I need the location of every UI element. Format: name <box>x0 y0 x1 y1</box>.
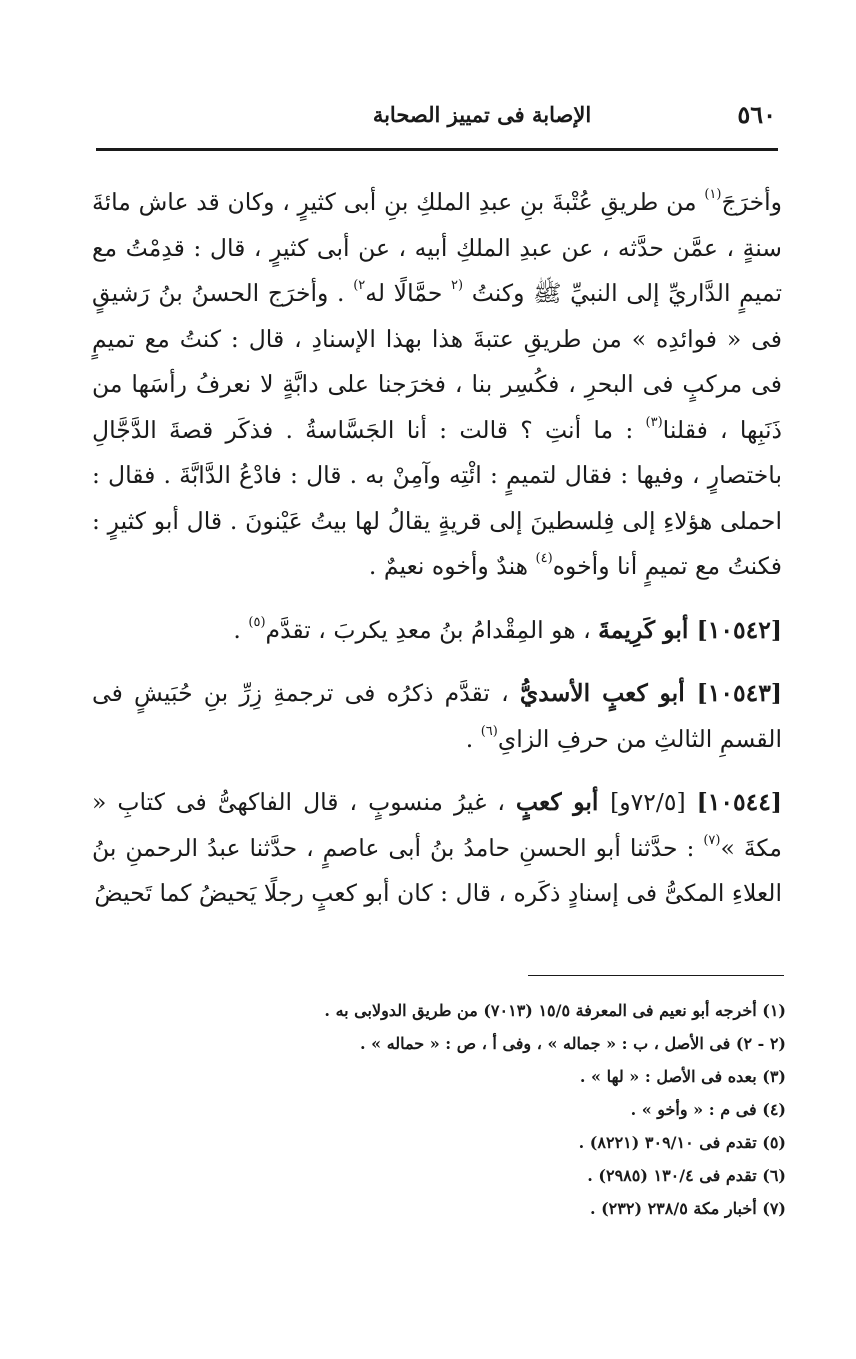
paragraph-narration <box>92 180 782 590</box>
header-rule <box>96 148 778 151</box>
footnote-1: (١) أخرجه أبو نعيم فى المعرفة ١٥/٥ (٧٠١٣) من طريق الدولابى به . <box>324 1001 786 1020</box>
footnote-ref: (٤) <box>535 551 553 566</box>
text-run: . <box>233 615 249 644</box>
footnote-ref: (٥) <box>248 614 266 630</box>
text-run: ، غيرُ منسوبٍ ، قال الفاكهىُّ فى كتابِ « مكةَ » <box>92 788 782 862</box>
text-run: : حدَّثنا أبو الحسنِ حامدُ بنُ أبى عاصمٍ ، حدَّثنا عبدُ الرحمنِ بنُ العلاءِ المكىُّ فى إسنادٍ ذكَره ، قال : كان أبو كعبٍ رجلًا يَحيضُ كما تَحيضُ <box>92 833 782 907</box>
text-run: من طريقِ عُتْبةَ بنِ عبدِ الملكِ بنِ أبى كثيرٍ ، وكان قد عاش مائةَ سنةٍ ، عمَّن حدَّثه ، عن عبدِ الملكِ أبيه ، عن أبى كثيرٍ ، قال : قدِمْتُ مع تميمٍ الدَّاريِّ إلى النبيِّ ﷺ وكنتُ <box>92 188 783 307</box>
running-title: الإصابة فى تمييز الصحابة <box>372 102 592 127</box>
page-number: ٥٦٠ <box>737 100 776 129</box>
main-text <box>92 180 782 917</box>
text-run: هندٌ وأخوه نعيمٌ . <box>368 552 536 580</box>
footnote-2: (٢ - ٢) فى الأصل ، ب : « جماله » ، وفى أ ، ص : « حماله » . <box>359 1034 786 1053</box>
footnote-7: (٧) أخبار مكة ٢٣٨/٥ (٢٣٢) . <box>589 1199 786 1218</box>
footnote-ref: (٢ <box>451 278 464 293</box>
entry-number: [١٠٥٤٤] <box>696 788 782 816</box>
text-run: وأخرَجَ <box>721 188 782 216</box>
footnote-ref: ٢) <box>353 278 366 293</box>
entry-10544 <box>92 780 782 917</box>
footnotes <box>96 994 786 1225</box>
footnote-rule <box>528 975 784 976</box>
footnote-6: (٦) تقدم فى ١٣٠/٤ (٢٩٨٥) . <box>587 1166 786 1185</box>
footnote-ref: (٧) <box>703 832 721 848</box>
entry-10543 <box>92 671 782 762</box>
entry-name: أبو كَرِيمةَ <box>598 615 697 644</box>
footnote-ref: (٦) <box>480 723 498 739</box>
footnote-5: (٥) تقدم فى ٣٠٩/١٠ (٨٢٢١) . <box>578 1133 786 1152</box>
text-run: : ما أنتِ ؟ قالت : أنا الجَسَّاسةُ . فذكَر قصةَ الدَّجَّالِ باختصارٍ ، وفيها : فقال لتميمٍ : ائْتِه وآمِنْ به . قال : فادْعُ الدَّابَّةَ . فقال : احملى هؤلاءِ إلى فِلسطينَ إلى قريةٍ يقالُ لها بيتُ عَيْنونَ . قال أبو كثيرٍ : فكنتُ مع تميمٍ أنا وأخوه <box>92 415 782 580</box>
entry-name: أبو كعبٍ الأسديُّ <box>519 679 697 707</box>
text-run: حمَّالًا له <box>365 279 452 307</box>
footnote-3: (٣) بعده فى الأصل : « لها » . <box>579 1067 786 1086</box>
entry-name: أبو كعبٍ <box>515 788 611 816</box>
text-run: . <box>465 724 481 753</box>
text-run: ، هو المِقْدامُ بنُ معدِ يكربَ ، تقدَّم <box>265 615 599 644</box>
text-run: . وأخرَج الحسنُ بنُ رَشيقٍ فى « فوائدِه » من طريقِ عتبةَ هذا بهذا الإسنادِ ، قال : كنتُ مع تميمٍ فى مركبٍ فى البحرِ ، فكُسِر بنا ، فخرَجنا على دابَّةٍ لا نعرفُ رأسَها من ذَنَبِها ، فقلنا <box>92 279 782 444</box>
text-run: ، تقدَّم ذكرُه فى ترجمةِ زِرِّ بنِ حُبَيشٍ فى القسمِ الثالثِ من حرفِ الزاىِ <box>92 679 782 753</box>
footnote-ref: (١) <box>704 187 722 202</box>
entry-number: [١٠٥٤٣] <box>696 679 782 707</box>
footnote-4: (٤) فى م : « وأخو » . <box>630 1100 786 1119</box>
entry-number: [١٠٥٤٢] <box>696 615 782 644</box>
page-header <box>96 100 778 140</box>
manuscript-folio-mark: [٧٢/٥و] <box>610 788 697 816</box>
entry-10542 <box>92 608 782 654</box>
footnote-ref: (٣) <box>645 414 663 430</box>
